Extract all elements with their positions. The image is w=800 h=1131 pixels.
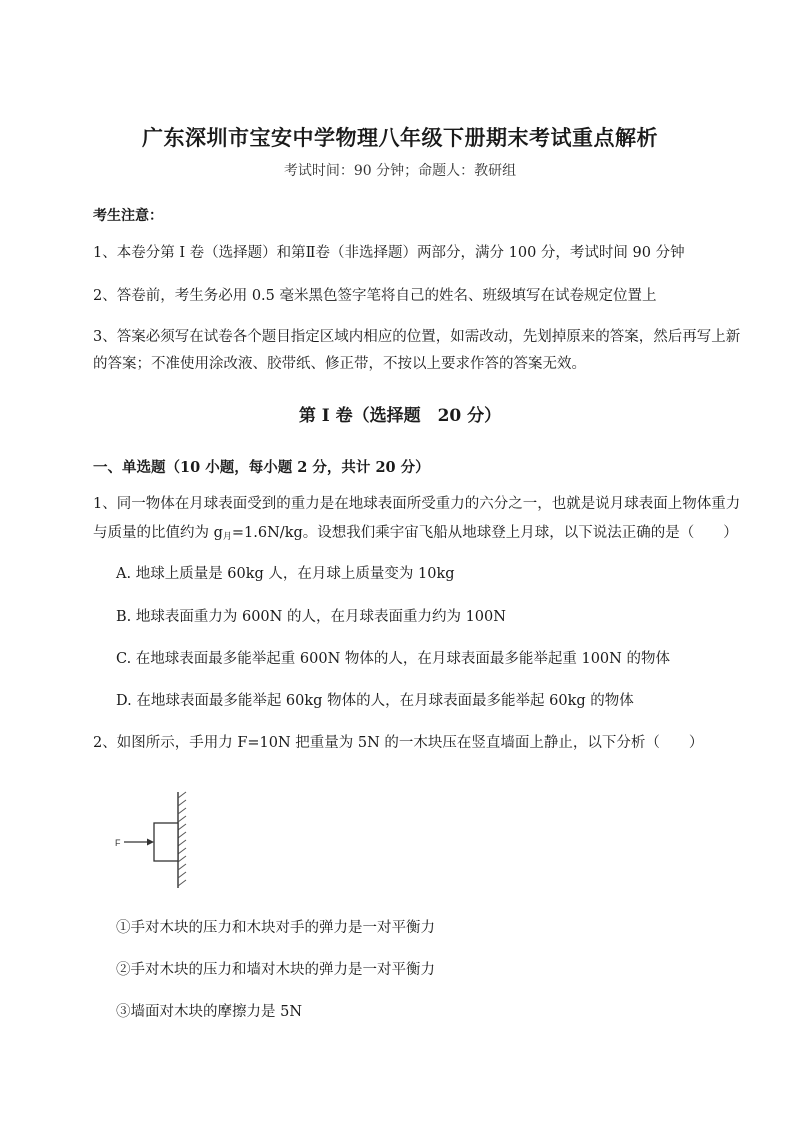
option-d: D. 在地球表面最多能举起 60kg 物体的人，在月球表面最多能举起 60kg 的物体 xyxy=(116,693,634,709)
note-item-3-cont: 的答案；不准使用涂改液、胶带纸、修正带，不按以上要求作答的答案无效。 xyxy=(93,356,586,372)
force-label: F xyxy=(115,838,121,848)
option-a: A. 地球上质量是 60kg 人，在月球上质量变为 10kg xyxy=(116,566,455,582)
option-b: B. 地球表面重力为 600N 的人，在月球表面重力约为 100N xyxy=(116,609,506,625)
force-diagram-svg xyxy=(110,788,200,892)
page-title: 广东深圳市宝安中学物理八年级下册期末考试重点解析 xyxy=(142,125,658,150)
question-1-line-1: 1、同一物体在月球表面受到的重力是在地球表面所受重力的六分之一，也就是说月球表面上物体重力 xyxy=(93,496,741,512)
note-item-2: 2、答卷前，考生务必用 0.5 毫米黑色签字笔将自己的姓名、班级填写在试卷规定位置上 xyxy=(93,288,657,304)
wall-hatching xyxy=(178,792,186,886)
question-1-line-2-pre: 与质量的比值约为 g xyxy=(93,525,223,541)
wood-block xyxy=(154,823,178,861)
question-1-line-2-post: =1.6N/kg。设想我们乘宇宙飞船从地球登上月球，以下说法正确的是（ ） xyxy=(231,525,738,541)
force-arrow-head xyxy=(147,839,154,846)
part-heading: 一、单选题（10 小题，每小题 2 分，共计 20 分） xyxy=(93,459,430,476)
note-item-1: 1、本卷分第 I 卷（选择题）和第Ⅱ卷（非选择题）两部分，满分 100 分，考试时间 90 分钟 xyxy=(93,245,685,261)
exam-info: 考试时间：90 分钟；命题人：教研组 xyxy=(283,163,517,179)
note-item-3: 3、答案必须写在试卷各个题目指定区域内相应的位置，如需改动，先划掉原来的答案，然后再写上新 xyxy=(93,329,741,345)
statement-1: ①手对木块的压力和木块对手的弹力是一对平衡力 xyxy=(116,920,435,936)
question-2: 2、如图所示，手用力 F=10N 把重量为 5N 的一木块压在竖直墙面上静止，以下分析（ ） xyxy=(93,735,704,751)
g-moon-subscript: 月 xyxy=(222,532,232,542)
statement-2: ②手对木块的压力和墙对木块的弹力是一对平衡力 xyxy=(116,962,435,978)
force-diagram xyxy=(110,788,200,892)
option-c: C. 在地球表面最多能举起重 600N 物体的人，在月球表面最多能举起重 100N 的物体 xyxy=(116,651,670,667)
question-1-line-2 xyxy=(93,520,738,551)
statement-3: ③墙面对木块的摩擦力是 5N xyxy=(116,1004,303,1020)
notes-heading: 考生注意： xyxy=(93,208,163,224)
section-title: 第 I 卷（选择题 20 分） xyxy=(298,406,502,426)
